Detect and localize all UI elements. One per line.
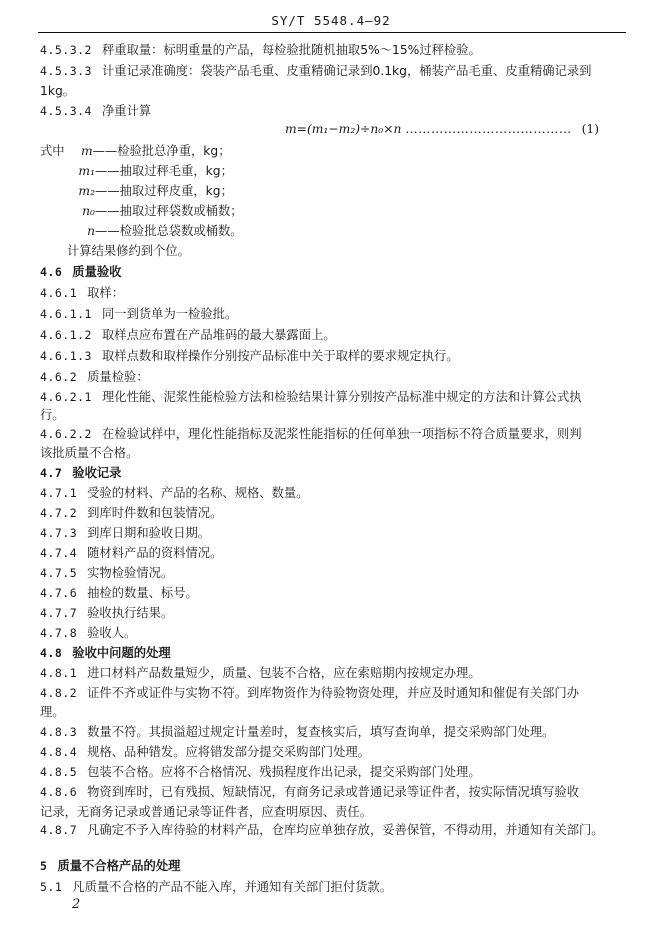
clause-number: 4.8.3 — [40, 725, 78, 739]
clause-5 — [40, 856, 632, 876]
clause-number: 4.6.1 — [40, 286, 78, 300]
clause-4-8-2 — [40, 683, 632, 703]
clause-4-5-3-2 — [40, 40, 632, 60]
clause-4-6-1 — [40, 283, 632, 303]
clause-number: 4.5.3.3 — [40, 64, 92, 78]
clause-number: 4.6.2 — [40, 370, 78, 384]
clause-number: 4.7.8 — [40, 626, 78, 640]
section-heading: 质量验收 — [72, 265, 122, 279]
clause-text: 物资到库时，已有残损、短缺情况，有商务记录或普通记录等证件者，按实际情况填写验收 — [87, 785, 580, 799]
clause-text: 到库时件数和包装情况。 — [87, 506, 223, 520]
clause-number: 4.7 — [40, 466, 63, 480]
clause-text: 进口材料产品数量短少，质量、包装不合格，应在索赔期内按规定办理。 — [87, 666, 481, 680]
clause-4-5-3-4 — [40, 101, 632, 121]
clause-text: 到库日期和验收日期。 — [87, 526, 211, 540]
clause-text: 验收人。 — [87, 626, 137, 640]
rounding-note: 计算结果修约到个位。 — [67, 244, 190, 258]
clause-text: 包装不合格。应将不合格情况、残损程度作出记录，提交采购部门处理。 — [87, 765, 481, 779]
clause-text: 验收执行结果。 — [87, 606, 174, 620]
clause-text: 行。 — [40, 408, 65, 422]
clause-continuation — [40, 702, 632, 722]
symbol: m₁ — [78, 164, 95, 178]
symbol: n — [87, 224, 95, 238]
page-header: SY/T 5548.4—92 — [271, 13, 391, 28]
clause-text: 1kg。 — [40, 84, 76, 98]
clause-number: 4.8.1 — [40, 666, 78, 680]
clause-4-7-3 — [40, 523, 632, 543]
where-item-m — [40, 141, 231, 161]
clause-number: 4.8.6 — [40, 785, 78, 799]
formula-expression: m=(m₁−m₂)÷n₀×n — [285, 122, 402, 136]
clause-4-6-1-2 — [40, 325, 632, 345]
clause-number: 4.6.2.2 — [40, 427, 92, 441]
symbol: m₂ — [78, 184, 95, 198]
where-item-n0 — [67, 201, 243, 221]
clause-text: 在检验试样中，理化性能指标及泥浆性能指标的任何单独一项指标不符合质量要求，则判 — [101, 427, 582, 441]
clause-text: 证件不齐或证件与实物不符。到库物资作为待验物资处理，并应及时通知和催促有关部门办 — [87, 686, 580, 700]
clause-number: 4.5.3.4 — [40, 104, 92, 118]
net-weight-formula — [285, 119, 599, 139]
clause-number: 4.6.2.1 — [40, 390, 92, 404]
clause-text: 规格、品种错发。应将错发部分提交采购部门处理。 — [87, 745, 370, 759]
symbol-definition: ——抽取过秤毛重，kg； — [95, 164, 233, 178]
symbol-definition: ——抽取过秤皮重，kg； — [95, 184, 233, 198]
clause-4-8 — [40, 643, 632, 663]
clause-4-6-2-2 — [40, 424, 632, 444]
clause-4-8-1 — [40, 663, 632, 683]
clause-number: 4.7.3 — [40, 526, 78, 540]
clause-text: 凡质量不合格的产品不能入库，并通知有关部门拒付货款。 — [72, 880, 393, 894]
where-item-m1 — [67, 161, 233, 181]
clause-text: 取样点应布置在产品堆码的最大暴露面上。 — [101, 328, 336, 342]
section-heading: 验收记录 — [72, 466, 122, 480]
clause-4-8-5 — [40, 762, 632, 782]
clause-text: 受验的材料、产品的名称、规格、数量。 — [87, 486, 309, 500]
clause-text: 该批质量不合格。 — [40, 446, 139, 460]
clause-4-5-3-3-cont — [40, 81, 632, 101]
header-rule — [38, 32, 626, 33]
clause-number: 4.7.1 — [40, 486, 78, 500]
symbol-definition: ——抽取过秤袋数或桶数； — [95, 204, 243, 218]
clause-text: 理。 — [40, 705, 65, 719]
clause-4-7-7 — [40, 603, 632, 623]
clause-text: 秤重取量：标明重量的产品，每检验批随机抽取5%～15%过秤检验。 — [101, 43, 481, 57]
clause-text: 取样： — [87, 286, 125, 300]
clause-number: 4.8.7 — [40, 823, 78, 837]
clause-number: 4.6.1.3 — [40, 349, 92, 363]
clause-number: 4.7.2 — [40, 506, 78, 520]
symbol: m — [80, 144, 93, 158]
clause-number: 4.7.5 — [40, 566, 78, 580]
equation-number: (1) — [581, 122, 600, 136]
clause-4-7-8 — [40, 623, 632, 643]
clause-text: 记录，无商务记录或普通记录等证件者，应查明原因、责任。 — [40, 805, 373, 819]
clause-number: 4.8.4 — [40, 745, 78, 759]
clause-4-7-5 — [40, 563, 632, 583]
clause-text: 抽检的数量、标号。 — [87, 586, 198, 600]
clause-number: 4.6.1.1 — [40, 307, 92, 321]
clause-number: 4.5.3.2 — [40, 43, 92, 57]
clause-4-6-1-1 — [40, 304, 632, 324]
clause-text: 计重记录准确度：袋装产品毛重、皮重精确记录到0.1kg，桶装产品毛重、皮重精确记录到 — [101, 64, 592, 78]
symbol: n₀ — [82, 204, 95, 218]
clause-text: 凡确定不予入库待验的材料产品，仓库均应单独存放，妥善保管，不得动用，并通知有关部门。 — [87, 823, 604, 837]
clause-text: 取样点数和取样操作分别按产品标准中关于取样的要求规定执行。 — [101, 349, 459, 363]
clause-text: 质量检验： — [87, 370, 149, 384]
clause-text: 数量不符。其损溢超过规定计量差时，复查核实后，填写查询单，提交采购部门处理。 — [87, 725, 555, 739]
clause-4-6 — [40, 262, 632, 282]
clause-4-8-4 — [40, 742, 632, 762]
clause-4-5-3-3 — [40, 61, 632, 81]
clause-number: 4.7.6 — [40, 586, 78, 600]
clause-4-7-4 — [40, 543, 632, 563]
clause-continuation — [40, 443, 632, 463]
clause-4-7-2 — [40, 503, 632, 523]
section-heading: 质量不合格产品的处理 — [57, 859, 181, 873]
formula-leader-dots: ………………………………… — [405, 122, 572, 136]
clause-4-8-6 — [40, 782, 632, 802]
clause-continuation — [40, 802, 632, 822]
clause-text: 净重计算 — [101, 104, 152, 118]
clause-text: 同一到货单为一检验批。 — [101, 307, 238, 321]
clause-number: 5 — [40, 859, 48, 873]
where-item-m2 — [67, 181, 233, 201]
clause-number: 4.8.2 — [40, 686, 78, 700]
clause-number: 4.8 — [40, 646, 63, 660]
section-heading: 验收中问题的处理 — [72, 646, 171, 660]
clause-number: 4.7.7 — [40, 606, 78, 620]
clause-4-7-1 — [40, 483, 632, 503]
clause-text: 理化性能、泥浆性能检验方法和检验结果计算分别按产品标准中规定的方法和计算公式执 — [101, 390, 582, 404]
page-number: 2 — [72, 897, 81, 912]
clause-text: 实物检验情况。 — [87, 566, 174, 580]
clause-number: 5.1 — [40, 880, 63, 894]
where-item-n — [67, 221, 243, 241]
clause-4-6-2 — [40, 367, 632, 387]
clause-number: 4.6 — [40, 265, 63, 279]
clause-4-7-6 — [40, 583, 632, 603]
clause-4-8-3 — [40, 722, 632, 742]
clause-text: 随材料产品的资料情况。 — [87, 546, 223, 560]
clause-4-8-7 — [40, 820, 632, 840]
symbol-definition: ——检验批总净重，kg； — [92, 144, 231, 158]
clause-5-1 — [40, 877, 632, 897]
clause-4-6-2-1 — [40, 387, 632, 407]
clause-number: 4.8.5 — [40, 765, 78, 779]
clause-4-6-1-3 — [40, 346, 632, 366]
clause-number: 4.7.4 — [40, 546, 78, 560]
clause-4-7 — [40, 463, 632, 483]
where-lead: 式中 — [40, 144, 65, 158]
clause-number: 4.6.1.2 — [40, 328, 92, 342]
clause-continuation — [40, 405, 632, 425]
symbol-definition: ——检验批总袋数或桶数。 — [95, 224, 243, 238]
